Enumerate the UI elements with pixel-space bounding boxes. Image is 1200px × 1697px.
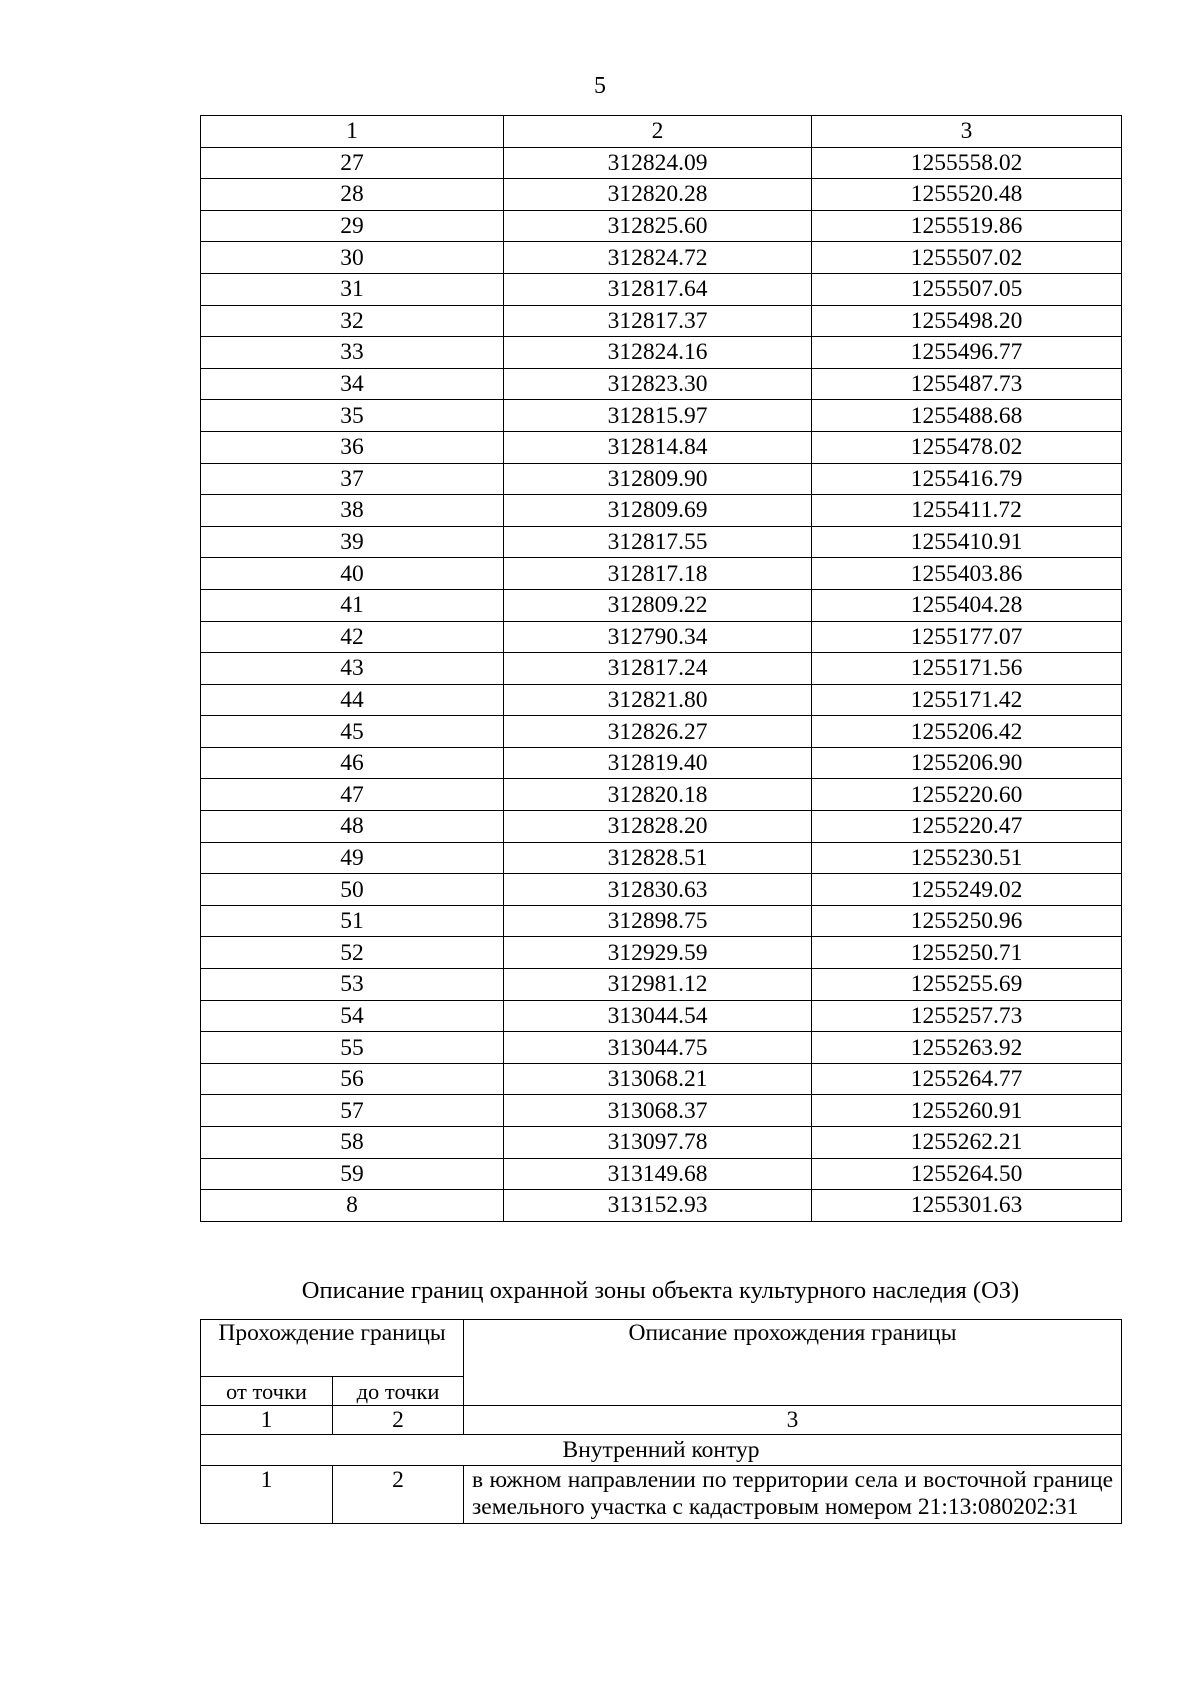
x-coordinate: 313149.68 [504,1158,812,1190]
section-heading: Описание границ охранной зоны объекта культурного наследия (ОЗ) [301,1277,1020,1304]
x-coordinate: 312814.84 [504,431,812,463]
x-coordinate: 313044.54 [504,1000,812,1032]
x-coordinate: 312826.27 [504,716,812,748]
coordinate-row [201,653,1122,685]
x-coordinate: 312828.20 [504,811,812,843]
point-number: 41 [201,589,504,621]
coordinate-row [201,495,1122,527]
coordinates-header-row [201,116,1122,148]
y-coordinate: 1255206.90 [812,747,1122,779]
y-coordinate: 1255520.48 [812,179,1122,211]
point-number: 36 [201,431,504,463]
y-coordinate: 1255263.92 [812,1032,1122,1064]
y-coordinate: 1255411.72 [812,495,1122,527]
point-number: 54 [201,1000,504,1032]
inner-contour-label: Внутренний контур [201,1435,1122,1466]
y-coordinate: 1255177.07 [812,621,1122,653]
y-coordinate: 1255250.96 [812,905,1122,937]
point-number: 31 [201,273,504,305]
x-coordinate: 312929.59 [504,937,812,969]
x-coordinate: 312824.72 [504,242,812,274]
point-number: 42 [201,621,504,653]
point-number: 29 [201,210,504,242]
coordinate-row [201,779,1122,811]
coordinate-row [201,1063,1122,1095]
column-number-2: 2 [333,1406,464,1435]
x-coordinate: 312790.34 [504,621,812,653]
point-number: 28 [201,179,504,211]
point-number: 32 [201,305,504,337]
point-number: 59 [201,1158,504,1190]
y-coordinate: 1255260.91 [812,1095,1122,1127]
x-coordinate: 312824.16 [504,337,812,369]
y-coordinate: 1255410.91 [812,526,1122,558]
point-number: 44 [201,684,504,716]
x-coordinate: 312820.18 [504,779,812,811]
x-coordinate: 312809.69 [504,495,812,527]
x-coordinate: 313044.75 [504,1032,812,1064]
boundary-segment-row [201,1466,1122,1524]
coordinate-row [201,842,1122,874]
x-coordinate: 312809.90 [504,463,812,495]
x-coordinate: 312819.40 [504,747,812,779]
coordinate-row [201,811,1122,843]
y-coordinate: 1255487.73 [812,368,1122,400]
column-number-3: 3 [464,1406,1122,1435]
coordinate-row [201,1032,1122,1064]
coordinate-row [201,431,1122,463]
y-coordinate: 1255230.51 [812,842,1122,874]
coordinate-row [201,937,1122,969]
y-coordinate: 1255403.86 [812,558,1122,590]
point-number: 43 [201,653,504,685]
x-coordinate: 312815.97 [504,400,812,432]
x-coordinate: 312828.51 [504,842,812,874]
point-number: 35 [201,400,504,432]
x-coordinate: 313152.93 [504,1190,812,1222]
coordinate-row [201,558,1122,590]
point-number: 33 [201,337,504,369]
point-number: 30 [201,242,504,274]
point-number: 57 [201,1095,504,1127]
column-number-1: 1 [201,1406,333,1435]
y-coordinate: 1255249.02 [812,874,1122,906]
page-number: 5 [594,73,606,99]
y-coordinate: 1255496.77 [812,337,1122,369]
coordinate-row [201,589,1122,621]
header-boundary-description: Описание прохождения границы [464,1320,1122,1406]
y-coordinate: 1255264.50 [812,1158,1122,1190]
y-coordinate: 1255220.60 [812,779,1122,811]
segment-from-point: 1 [201,1466,333,1524]
point-number: 48 [201,811,504,843]
coordinate-row [201,305,1122,337]
point-number: 40 [201,558,504,590]
y-coordinate: 1255264.77 [812,1063,1122,1095]
header-boundary-passage: Прохождение границы [201,1320,464,1377]
coordinates-table-body [201,116,1122,1222]
coordinate-row [201,716,1122,748]
point-number: 46 [201,747,504,779]
x-coordinate: 312981.12 [504,969,812,1001]
coordinate-row [201,179,1122,211]
point-number: 27 [201,147,504,179]
x-coordinate: 312824.09 [504,147,812,179]
y-coordinate: 1255206.42 [812,716,1122,748]
y-coordinate: 1255220.47 [812,811,1122,843]
x-coordinate: 312825.60 [504,210,812,242]
coordinate-row [201,273,1122,305]
y-coordinate: 1255416.79 [812,463,1122,495]
x-coordinate: 312898.75 [504,905,812,937]
x-coordinate: 313068.21 [504,1063,812,1095]
coordinate-row [201,147,1122,179]
boundary-table-body [201,1320,1122,1524]
coordinate-row [201,368,1122,400]
x-coordinate: 312817.37 [504,305,812,337]
y-coordinate: 1255257.73 [812,1000,1122,1032]
y-coordinate: 1255250.71 [812,937,1122,969]
x-coordinate: 312821.80 [504,684,812,716]
y-coordinate: 1255478.02 [812,431,1122,463]
y-coordinate: 1255255.69 [812,969,1122,1001]
x-coordinate: 313068.37 [504,1095,812,1127]
coordinates-table [200,115,1122,1222]
x-coordinate: 312820.28 [504,179,812,211]
coordinate-row [201,747,1122,779]
y-coordinate: 1255171.42 [812,684,1122,716]
segment-to-point: 2 [333,1466,464,1524]
x-coordinate: 312817.24 [504,653,812,685]
coordinate-row [201,1095,1122,1127]
point-number: 8 [201,1190,504,1222]
point-number: 55 [201,1032,504,1064]
coordinate-row [201,969,1122,1001]
column-header-point: 1 [201,116,504,148]
y-coordinate: 1255507.02 [812,242,1122,274]
y-coordinate: 1255558.02 [812,147,1122,179]
x-coordinate: 312817.64 [504,273,812,305]
x-coordinate: 312823.30 [504,368,812,400]
point-number: 52 [201,937,504,969]
point-number: 34 [201,368,504,400]
y-coordinate: 1255488.68 [812,400,1122,432]
coordinate-row [201,526,1122,558]
boundary-header-row [201,1320,1122,1377]
coordinate-row [201,684,1122,716]
point-number: 58 [201,1127,504,1159]
point-number: 47 [201,779,504,811]
y-coordinate: 1255171.56 [812,653,1122,685]
y-coordinate: 1255404.28 [812,589,1122,621]
column-header-x: 2 [504,116,812,148]
coordinate-row [201,337,1122,369]
coordinate-row [201,1190,1122,1222]
coordinate-row [201,621,1122,653]
y-coordinate: 1255301.63 [812,1190,1122,1222]
y-coordinate: 1255519.86 [812,210,1122,242]
coordinate-row [201,1127,1122,1159]
contour-row [201,1435,1122,1466]
x-coordinate: 312817.18 [504,558,812,590]
x-coordinate: 312809.22 [504,589,812,621]
coordinate-row [201,1158,1122,1190]
point-number: 39 [201,526,504,558]
point-number: 37 [201,463,504,495]
coordinate-row [201,400,1122,432]
header-from-point: от точки [201,1377,333,1406]
coordinate-row [201,1000,1122,1032]
x-coordinate: 313097.78 [504,1127,812,1159]
column-header-y: 3 [812,116,1122,148]
y-coordinate: 1255507.05 [812,273,1122,305]
y-coordinate: 1255498.20 [812,305,1122,337]
point-number: 53 [201,969,504,1001]
coordinate-row [201,874,1122,906]
point-number: 51 [201,905,504,937]
point-number: 56 [201,1063,504,1095]
coordinate-row [201,242,1122,274]
point-number: 38 [201,495,504,527]
point-number: 49 [201,842,504,874]
boundary-description-table [200,1319,1122,1524]
x-coordinate: 312830.63 [504,874,812,906]
header-to-point: до точки [333,1377,464,1406]
x-coordinate: 312817.55 [504,526,812,558]
coordinate-row [201,210,1122,242]
boundary-column-numbers-row [201,1406,1122,1435]
point-number: 50 [201,874,504,906]
coordinate-row [201,905,1122,937]
coordinate-row [201,463,1122,495]
y-coordinate: 1255262.21 [812,1127,1122,1159]
segment-description: в южном направлении по территории села и восточной границе земельного участка с кадастровым номером 21:13:080202:31 [464,1466,1122,1524]
point-number: 45 [201,716,504,748]
